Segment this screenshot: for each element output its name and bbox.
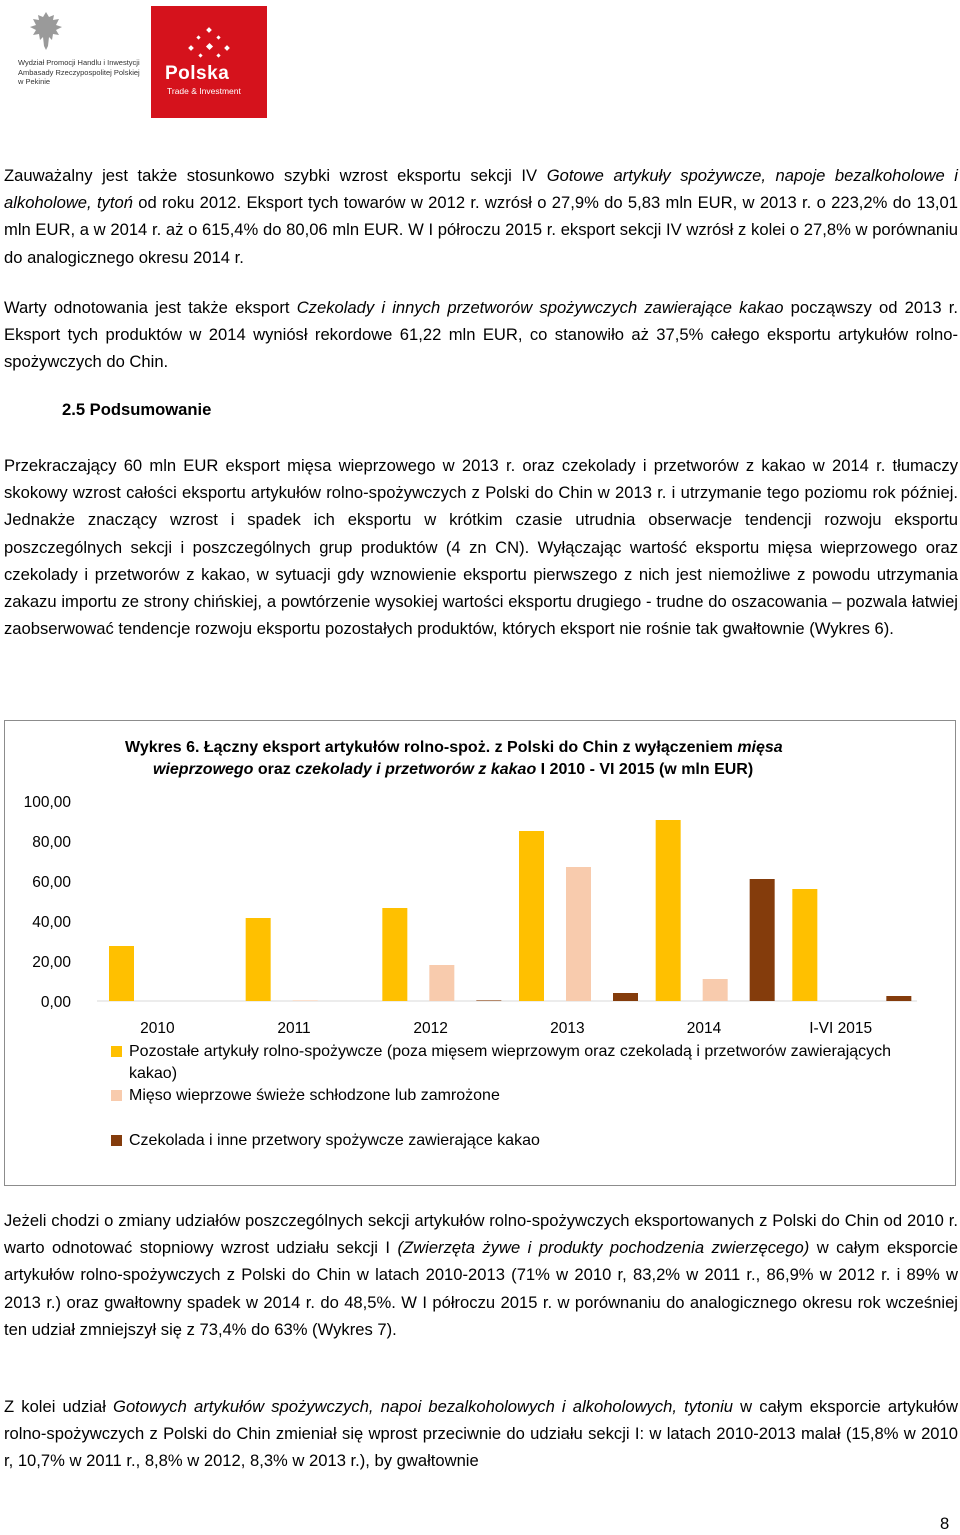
page-number: 8	[940, 1514, 950, 1533]
bar-2011-series-0	[246, 918, 271, 1001]
legend-item-other	[109, 1041, 909, 1085]
italic-text-run: mięsa	[737, 739, 783, 756]
x-tick-label: 2013	[550, 1020, 585, 1037]
text-run: Przekraczający 60 mln EUR eksport mięsa wieprzowego w 2013 r. oraz czekolady i przetworów z kakao w 2014 r. tłumaczy skokowy wzrost całości eksportu artykułów rolno-spożywczych z Polski do Chin w 2013 r. i utrzymanie tego poziomu rok później. Jednakże znaczący wzrost i spadek ich eksportu w krótkim czasie utrudnia obserwacje tendencji rozwoju eksportu poszczególnych sekcji i poszczególnych grup produktów (4 zn CN). Wyłączając wartość eksportu mięsa wieprzowego oraz czekolady i przetworów z kakao, w sytuacji gdy wznowienie eksportu pierwszego z nich jest niemożliwe z powodu utrzymania zakazu importu ze strony chińskiej, a powtórzenie wysokiej wartości eksportu drugiego - trudne do oszacowania – pozwala łatwiej zaobserwować tendencje rozwoju eksportu pozostałych produktów, których eksport nie rośnie tak gwałtownie (Wykres 6).	[4, 456, 958, 639]
text-run: począwszy od 2013 r. Eksport tych produktów w 2014 wyniósł rekordowe 61,22 mln EUR, co stanowiło aż 37,5% całego eksportu artykułów rolno-spożywczych do Chin.	[4, 298, 958, 372]
text-run: od roku 2012. Eksport tych towarów w 2012 r. wzrósł o 27,9% do 5,83 mln EUR, w 2013 r. o 223,2% do 13,01 mln EUR, a w 2014 r. aż o 615,4% do 80,06 mln EUR. W I półroczu 2015 r. eksport sekcji IV wzrósł z kolei o 27,8% w porównaniu do analogicznego okresu 2014 r.	[4, 193, 959, 267]
text-run: I 2010 - VI 2015 (w mln EUR)	[536, 761, 754, 778]
legend-label: Mięso wieprzowe świeże schłodzone lub zamrożone	[129, 1087, 500, 1104]
legend-item-pork	[109, 1085, 909, 1107]
text-run: w całym eksporcie artykułów rolno-spożywczych z Polski do Chin zmieniał się wprost przeciwnie do udziału sekcji I: w latach 2010-2013 malał (15,8% w 2010 r, 10,7% w 2011 r., 8,8% w 2012, 8,3% w 2013 r.), by gwałtownie	[4, 1397, 959, 1471]
legend-label: Czekolada i inne przetwory spożywcze zawierające kakao	[129, 1132, 540, 1149]
text-run: oraz	[253, 761, 296, 778]
legend-swatch	[111, 1090, 122, 1101]
y-tick-label: 60,00	[32, 874, 71, 891]
italic-text-run: (Zwierzęta żywe i produkty pochodzenia zwierzęcego)	[397, 1238, 810, 1258]
text-run: Zauważalny jest także stosunkowo szybki wzrost eksportu sekcji IV	[4, 166, 547, 185]
logo-subtitle: Trade & Investment	[167, 86, 241, 96]
logo-stars-icon	[181, 26, 237, 66]
text-run: Z kolei udział	[4, 1397, 114, 1416]
y-tick-label: 100,00	[23, 794, 71, 811]
logo-name: Polska	[165, 63, 230, 84]
text-run: w całym eksporcie artykułów rolno-spożywczych z Polski do Chin w latach 2010-2013 (71% w 2010 r, 83,2% w 2011 r., 86,9% w 2012 r. i 89% w 2013 r.) oraz gwałtowny spadek w 2014 r. do 48,5%. W I półroczu 2015 r. w porównaniu do analogicznego okresu rok wcześniej ten udział zmniejszył się z 73,4% do 63% (Wykres 7).	[4, 1238, 958, 1339]
bar-2014-series-2	[750, 879, 775, 1001]
y-tick-label: 20,00	[32, 954, 71, 971]
bar-2012-series-1	[429, 965, 454, 1001]
org-line-3: w Pekinie	[18, 77, 51, 86]
x-tick-label: 2014	[686, 1020, 722, 1037]
x-tick-label: I-VI 2015	[809, 1020, 873, 1037]
y-tick-label: 40,00	[32, 914, 71, 931]
paragraph-section-iv	[4, 162, 958, 271]
legend-label: Pozostałe artykuły rolno-spożywcze (poza mięsem wieprzowym oraz czekoladą i przetworów zawierających kakao)	[129, 1043, 892, 1082]
italic-text-run: wieprzowego	[153, 761, 254, 778]
paragraph-chocolate	[4, 294, 958, 376]
polska-trade-investment-logo	[151, 6, 267, 118]
paragraph-summary	[4, 452, 958, 642]
polish-eagle-icon	[26, 10, 66, 52]
paragraph-section-iv-share	[4, 1393, 958, 1475]
section-heading: 2.5 Podsumowanie	[62, 400, 212, 419]
chart-plot	[5, 721, 955, 1041]
legend-item-chocolate	[109, 1130, 909, 1152]
bar-2013-series-1	[566, 867, 591, 1001]
italic-text-run: Gotowych artykułów spożywczych, napoi bezalkoholowych i alkoholowych, tytoniu	[113, 1397, 734, 1416]
legend-swatch	[111, 1135, 122, 1146]
text-run: Jeżeli chodzi o zmiany udziałów poszczególnych sekcji artykułów rolno-spożywczych eksportowanych z Polski do Chin od 2010 r. warto odnotować stopniowy wzrost udziału sekcji I	[4, 1211, 958, 1258]
bar-I-VI 2015-series-2	[886, 996, 911, 1001]
bar-2014-series-0	[656, 820, 681, 1001]
italic-text-run: Czekolady i innych przetworów spożywczych zawierające kakao	[296, 298, 784, 317]
paragraph-section-i-share	[4, 1207, 958, 1343]
bar-2013-series-0	[519, 831, 544, 1001]
bar-2011-series-1	[293, 1000, 318, 1001]
text-run: Warty odnotowania jest także eksport	[4, 298, 297, 317]
bar-2012-series-0	[382, 908, 407, 1001]
chart-legend	[109, 1041, 909, 1152]
embassy-department-name	[18, 58, 168, 87]
x-tick-label: 2010	[140, 1020, 175, 1037]
text-run: Wykres 6. Łączny eksport artykułów rolno-spoż. z Polski do Chin z wyłączeniem	[125, 739, 738, 756]
x-tick-label: 2012	[413, 1020, 448, 1037]
y-tick-label: 80,00	[32, 834, 71, 851]
bar-2013-series-2	[613, 993, 638, 1001]
y-tick-label: 0,00	[40, 994, 71, 1011]
org-line-1: Wydział Promocji Handlu i Inwestycji	[18, 58, 140, 67]
italic-text-run: Gotowe artykuły spożywcze, napoje bezalkoholowe i alkoholowe, tytoń	[4, 166, 958, 213]
bar-2014-series-1	[703, 979, 728, 1001]
italic-text-run: czekolady i przetworów z kakao	[295, 761, 537, 778]
x-tick-label: 2011	[277, 1020, 311, 1037]
bar-2010-series-0	[109, 946, 134, 1001]
letterhead	[18, 6, 338, 106]
legend-swatch	[111, 1046, 122, 1057]
org-line-2: Ambasady Rzeczypospolitej Polskiej	[18, 67, 140, 77]
chart-wykres-6	[4, 720, 956, 1186]
bar-2012-series-2	[476, 1000, 501, 1001]
bar-I-VI 2015-series-0	[792, 889, 817, 1001]
